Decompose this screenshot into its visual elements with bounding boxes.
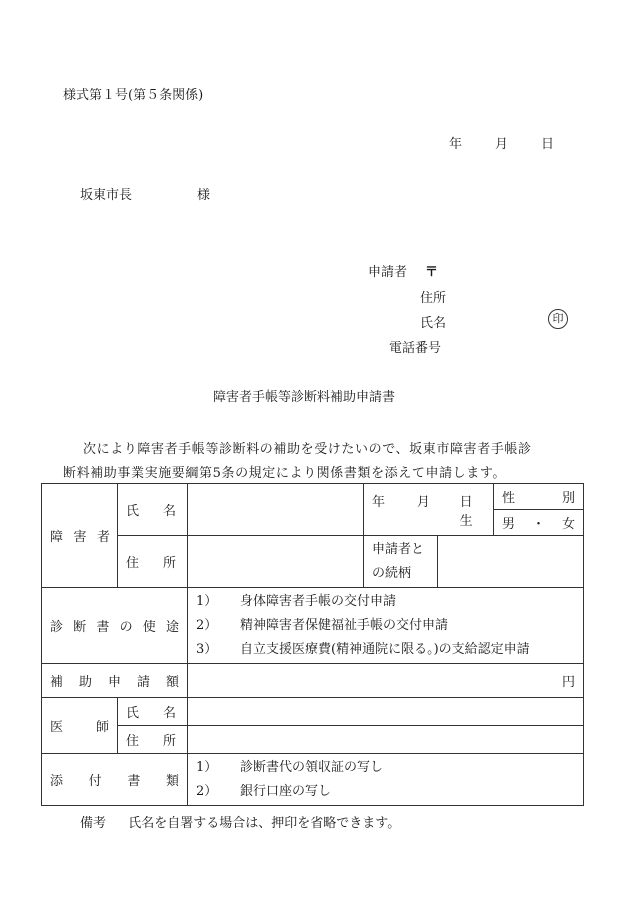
amount-header: 補 助 申 請 額: [42, 664, 188, 698]
amount-field[interactable]: [188, 664, 584, 698]
doctor-address-field[interactable]: [188, 726, 584, 754]
doctor-name-header: 氏 名: [118, 698, 188, 726]
postal-mark: 〒: [425, 265, 439, 280]
body-line-2: 断料補助事業実施要綱第5条の規定により関係書類を添えて申請します。: [63, 466, 507, 481]
name-header: 氏 名: [118, 484, 188, 536]
date-year: 年: [449, 137, 463, 152]
disabled-person-header: 障 害 者: [42, 484, 118, 588]
attachments-header: 添 付 書 類: [42, 754, 188, 806]
yen-unit: 円: [562, 675, 576, 690]
form-number: 様式第１号(第５条関係): [63, 88, 204, 103]
addressee-honorific: 様: [197, 188, 211, 203]
note: [80, 812, 400, 831]
purpose-item[interactable]: 1） 身体障害者手帳の交付申請: [196, 593, 397, 609]
address-header: 住 所: [118, 536, 188, 588]
relation-line-2: の続柄: [372, 565, 412, 581]
doctor-name-field[interactable]: [188, 698, 584, 726]
purpose-header: 診 断 書 の 使 途: [42, 588, 188, 664]
note-text: 氏名を自署する場合は、押印を省略できます。: [128, 816, 401, 831]
purpose-item[interactable]: 2） 精神障害者保健福祉手帳の交付申請: [196, 617, 449, 633]
applicant-label: 申請者: [368, 265, 408, 280]
addressee-name: 坂東市長: [80, 188, 133, 203]
date-day: 日: [541, 137, 555, 152]
doctor-header: 医 師: [42, 698, 118, 754]
sex-options[interactable]: 男 ・ 女: [494, 510, 584, 536]
document-title: 障害者手帳等診断料補助申請書: [213, 390, 396, 405]
sex-header: 性 別: [494, 484, 584, 510]
relation-field[interactable]: [438, 536, 584, 588]
seal-mark: 印: [548, 309, 568, 329]
application-table: [41, 483, 584, 806]
attachments-list: [188, 754, 584, 806]
name-field[interactable]: [188, 484, 364, 536]
birth-day: 日生: [459, 494, 473, 529]
relation-header: [364, 536, 438, 588]
applicant-name-label: 氏名: [420, 316, 447, 331]
body-line-1: 次により障害者手帳等診断料の補助を受けたいので、坂東市障害者手帳診: [83, 442, 532, 457]
birth-date-field[interactable]: [364, 484, 494, 536]
birth-month: 月: [416, 494, 430, 510]
attachment-item[interactable]: 2） 銀行口座の写し: [196, 783, 332, 799]
note-label: 備考: [80, 816, 107, 831]
date-month: 月: [495, 137, 509, 152]
applicant-address-label: 住所: [420, 291, 447, 306]
attachment-item[interactable]: 1） 診断書代の領収証の写し: [196, 759, 384, 775]
purpose-list: [188, 588, 584, 664]
birth-year: 年: [372, 494, 386, 510]
purpose-item[interactable]: 3） 自立支援医療費(精神通院に限る。)の支給認定申請: [196, 641, 530, 657]
address-field[interactable]: [188, 536, 364, 588]
doctor-address-header: 住 所: [118, 726, 188, 754]
relation-line-1: 申請者と: [372, 541, 425, 557]
date-line: [449, 133, 554, 152]
applicant-phone-label: 電話番号: [389, 341, 442, 356]
